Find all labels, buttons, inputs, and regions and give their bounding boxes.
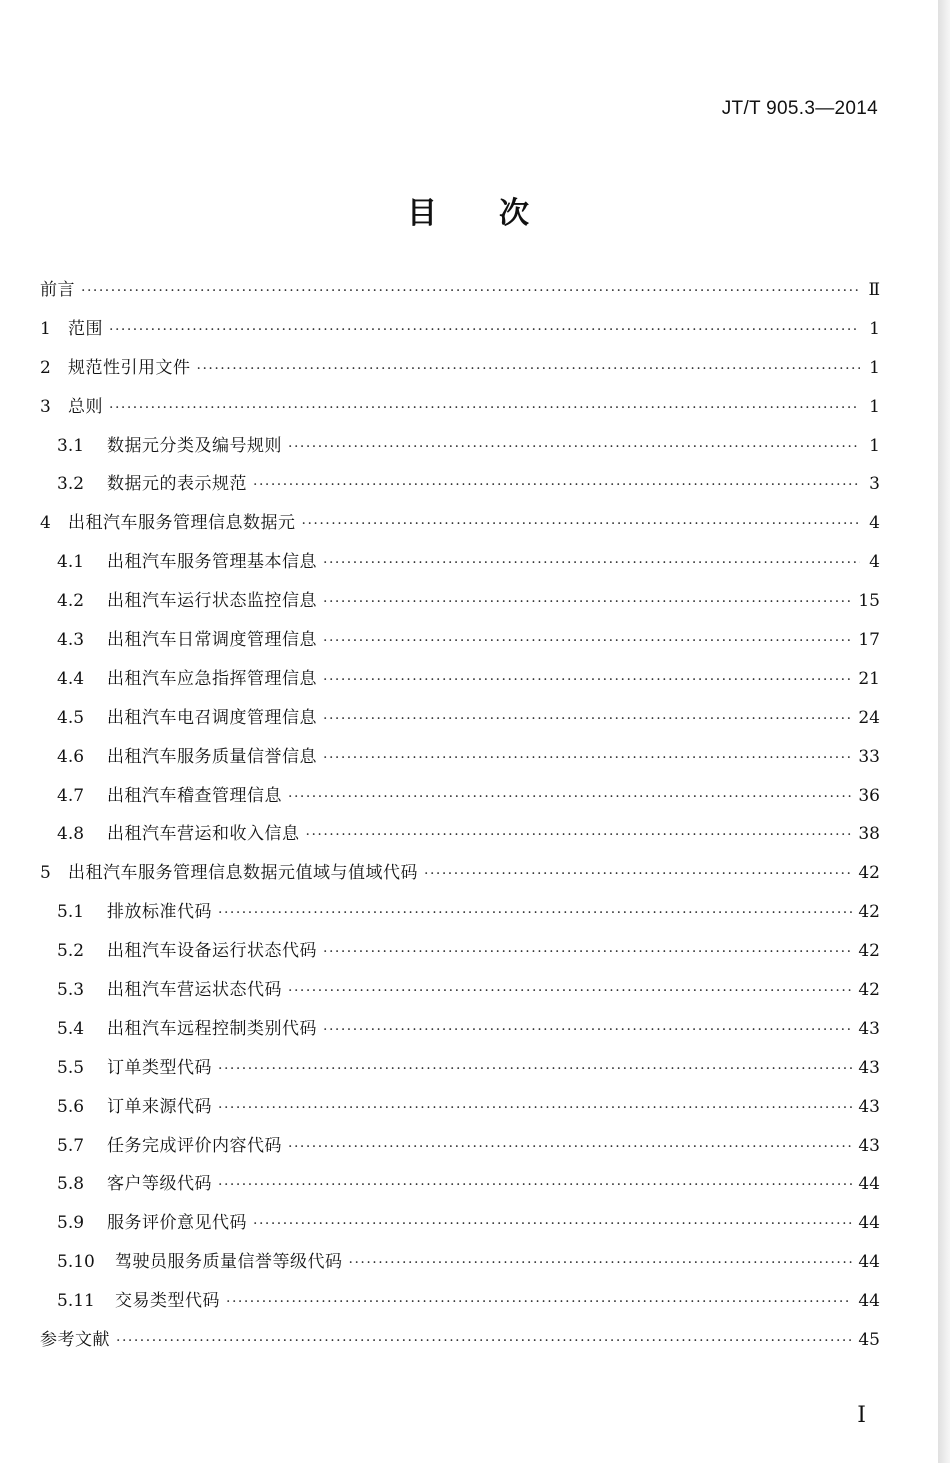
toc-entry[interactable] <box>40 353 880 392</box>
toc-entry-number: 5.8 <box>57 1174 85 1195</box>
toc-entry-label: 参考文献 <box>40 1330 110 1351</box>
toc-entry-label: 数据元的表示规范 <box>107 474 247 495</box>
toc-entry-number: 5.9 <box>57 1213 85 1234</box>
toc-entry-label: 出租汽车营运和收入信息 <box>107 824 300 845</box>
toc-entry-page: 17 <box>858 630 880 651</box>
toc-entry[interactable] <box>40 586 880 625</box>
toc-entry-label: 前言 <box>40 280 75 300</box>
toc-entry-number: 5.1 <box>57 902 85 923</box>
toc-entry-page: 44 <box>858 1252 880 1273</box>
toc-entry-page: 1 <box>869 435 880 456</box>
toc-entry-page: 1 <box>869 396 880 417</box>
toc-entry-page: 44 <box>858 1291 880 1312</box>
toc-entry[interactable] <box>40 858 880 897</box>
toc-entry-label: 排放标准代码 <box>107 902 212 923</box>
table-of-contents <box>40 275 880 1364</box>
toc-entry[interactable] <box>40 625 880 664</box>
toc-entry-number: 4.1 <box>57 552 85 573</box>
toc-entry-label: 出租汽车远程控制类别代码 <box>107 1018 317 1039</box>
toc-entry-page: 42 <box>858 902 880 923</box>
toc-entry-number: 4.7 <box>57 785 85 806</box>
toc-entry-label: 出租汽车设备运行状态代码 <box>107 941 317 962</box>
toc-dot-leader <box>288 439 860 455</box>
toc-entry[interactable] <box>40 781 880 820</box>
toc-entry[interactable] <box>40 936 880 975</box>
toc-entry-label: 订单类型代码 <box>107 1057 212 1078</box>
toc-entry[interactable] <box>40 508 880 547</box>
toc-entry-label: 出租汽车日常调度管理信息 <box>107 630 317 651</box>
toc-entry-number: 3 <box>40 396 51 417</box>
toc-entry-label: 出租汽车应急指挥管理信息 <box>107 668 317 689</box>
toc-dot-leader <box>323 633 852 649</box>
toc-entry[interactable] <box>40 431 880 470</box>
title-part-1: 目 <box>407 196 439 231</box>
toc-entry-page: 3 <box>869 474 880 495</box>
toc-dot-leader <box>197 361 861 377</box>
toc-dot-leader <box>109 322 860 338</box>
toc-entry-label: 出租汽车服务管理信息数据元值域与值域代码 <box>68 863 418 884</box>
toc-entry[interactable] <box>40 392 880 431</box>
toc-entry-label: 出租汽车服务管理信息数据元 <box>68 513 296 534</box>
toc-entry-label: 服务评价意见代码 <box>107 1213 247 1234</box>
toc-entry-number: 5.2 <box>57 941 85 962</box>
toc-entry-page: 42 <box>858 863 880 884</box>
toc-entry-page: 4 <box>869 552 880 573</box>
toc-entry-page: 38 <box>858 824 880 845</box>
toc-entry-page: 15 <box>858 591 880 612</box>
toc-entry-label: 出租汽车稽查管理信息 <box>107 785 282 806</box>
toc-entry-label: 出租汽车服务管理基本信息 <box>107 552 317 573</box>
toc-entry-number: 1 <box>40 318 51 339</box>
page-title <box>0 188 938 232</box>
toc-entry-number: 3.1 <box>57 435 85 456</box>
toc-dot-leader <box>323 1022 852 1038</box>
standard-code: JT/T 905.3—2014 <box>721 98 878 119</box>
toc-entry-number: 5.7 <box>57 1135 85 1156</box>
toc-entry-number: 4.2 <box>57 591 85 612</box>
toc-entry[interactable] <box>40 469 880 508</box>
toc-entry-number: 5.5 <box>57 1057 85 1078</box>
toc-entry-number: 5.3 <box>57 980 85 1001</box>
toc-entry-page: 42 <box>858 941 880 962</box>
toc-entry-number: 4.3 <box>57 630 85 651</box>
toc-entry-label: 出租汽车电召调度管理信息 <box>107 707 317 728</box>
toc-dot-leader <box>218 1177 852 1193</box>
toc-entry-page: 44 <box>858 1174 880 1195</box>
toc-dot-leader <box>226 1294 852 1310</box>
toc-entry[interactable] <box>40 975 880 1014</box>
toc-entry[interactable] <box>40 1169 880 1208</box>
toc-entry[interactable] <box>40 1131 880 1170</box>
toc-dot-leader <box>349 1255 853 1271</box>
toc-entry-page: 1 <box>869 318 880 339</box>
toc-entry-number: 4.8 <box>57 824 85 845</box>
toc-dot-leader <box>323 711 852 727</box>
toc-entry[interactable] <box>40 819 880 858</box>
toc-entry[interactable] <box>40 742 880 781</box>
toc-entry-number: 4.6 <box>57 746 85 767</box>
toc-dot-leader <box>323 672 852 688</box>
toc-entry-number: 3.2 <box>57 474 85 495</box>
toc-entry-label: 客户等级代码 <box>107 1174 212 1195</box>
toc-entry-page: Ⅱ <box>868 280 880 300</box>
toc-entry-label: 驾驶员服务质量信誉等级代码 <box>115 1252 343 1273</box>
toc-entry[interactable] <box>40 1053 880 1092</box>
toc-entry-number: 5.6 <box>57 1096 85 1117</box>
toc-entry-page: 42 <box>858 980 880 1001</box>
toc-entry-label: 任务完成评价内容代码 <box>107 1135 282 1156</box>
toc-entry-label: 交易类型代码 <box>115 1291 220 1312</box>
toc-dot-leader <box>323 750 852 766</box>
toc-entry[interactable] <box>40 314 880 353</box>
toc-entry-number: 2 <box>40 357 51 378</box>
toc-entry[interactable] <box>40 1247 880 1286</box>
toc-entry-page: 33 <box>858 746 880 767</box>
toc-entry-label: 出租汽车营运状态代码 <box>107 980 282 1001</box>
toc-dot-leader <box>218 1061 852 1077</box>
toc-dot-leader <box>302 516 861 532</box>
toc-entry[interactable] <box>40 703 880 742</box>
title-part-2: 次 <box>499 196 531 231</box>
toc-entry[interactable] <box>40 547 880 586</box>
toc-entry-page: 43 <box>858 1057 880 1078</box>
toc-entry[interactable] <box>40 897 880 936</box>
toc-dot-leader <box>116 1333 852 1349</box>
toc-dot-leader <box>323 594 852 610</box>
toc-entry-page: 43 <box>858 1135 880 1156</box>
toc-dot-leader <box>323 555 860 571</box>
toc-entry-number: 5.10 <box>57 1252 95 1273</box>
toc-dot-leader <box>109 400 860 416</box>
toc-entry[interactable] <box>40 1014 880 1053</box>
toc-entry[interactable] <box>40 1092 880 1131</box>
toc-entry[interactable] <box>40 275 880 314</box>
toc-entry-page: 43 <box>858 1096 880 1117</box>
toc-dot-leader <box>218 1100 852 1116</box>
toc-entry-number: 4.4 <box>57 668 85 689</box>
toc-entry-number: 5 <box>40 863 51 884</box>
toc-entry-page: 21 <box>858 668 880 689</box>
toc-dot-leader <box>253 1216 852 1232</box>
toc-entry-page: 4 <box>869 513 880 534</box>
toc-dot-leader <box>81 283 860 299</box>
toc-entry-page: 1 <box>869 357 880 378</box>
toc-entry-label: 出租汽车运行状态监控信息 <box>107 591 317 612</box>
toc-entry[interactable] <box>40 1286 880 1325</box>
toc-entry-page: 45 <box>858 1330 880 1351</box>
toc-entry-label: 总则 <box>68 396 103 417</box>
toc-entry-label: 数据元分类及编号规则 <box>107 435 282 456</box>
toc-entry[interactable] <box>40 1208 880 1247</box>
toc-dot-leader <box>323 944 852 960</box>
toc-entry-number: 4.5 <box>57 707 85 728</box>
toc-dot-leader <box>288 789 852 805</box>
page-edge-shadow <box>938 0 950 1463</box>
toc-entry-label: 规范性引用文件 <box>68 357 191 378</box>
toc-entry-label: 范围 <box>68 318 103 339</box>
toc-dot-leader <box>288 1139 852 1155</box>
toc-entry-page: 43 <box>858 1018 880 1039</box>
toc-entry-number: 5.4 <box>57 1018 85 1039</box>
toc-entry-label: 出租汽车服务质量信誉信息 <box>107 746 317 767</box>
toc-dot-leader <box>218 905 852 921</box>
toc-entry[interactable] <box>40 1325 880 1364</box>
toc-entry-page: 24 <box>858 707 880 728</box>
toc-entry-number: 4 <box>40 513 51 534</box>
toc-entry-page: 44 <box>858 1213 880 1234</box>
toc-dot-leader <box>424 866 852 882</box>
toc-entry-label: 订单来源代码 <box>107 1096 212 1117</box>
page-number: Ⅰ <box>857 1403 866 1428</box>
toc-dot-leader <box>253 477 860 493</box>
toc-entry[interactable] <box>40 664 880 703</box>
toc-entry-number: 5.11 <box>57 1291 95 1312</box>
toc-dot-leader <box>306 827 853 843</box>
toc-dot-leader <box>288 983 852 999</box>
toc-entry-page: 36 <box>858 785 880 806</box>
